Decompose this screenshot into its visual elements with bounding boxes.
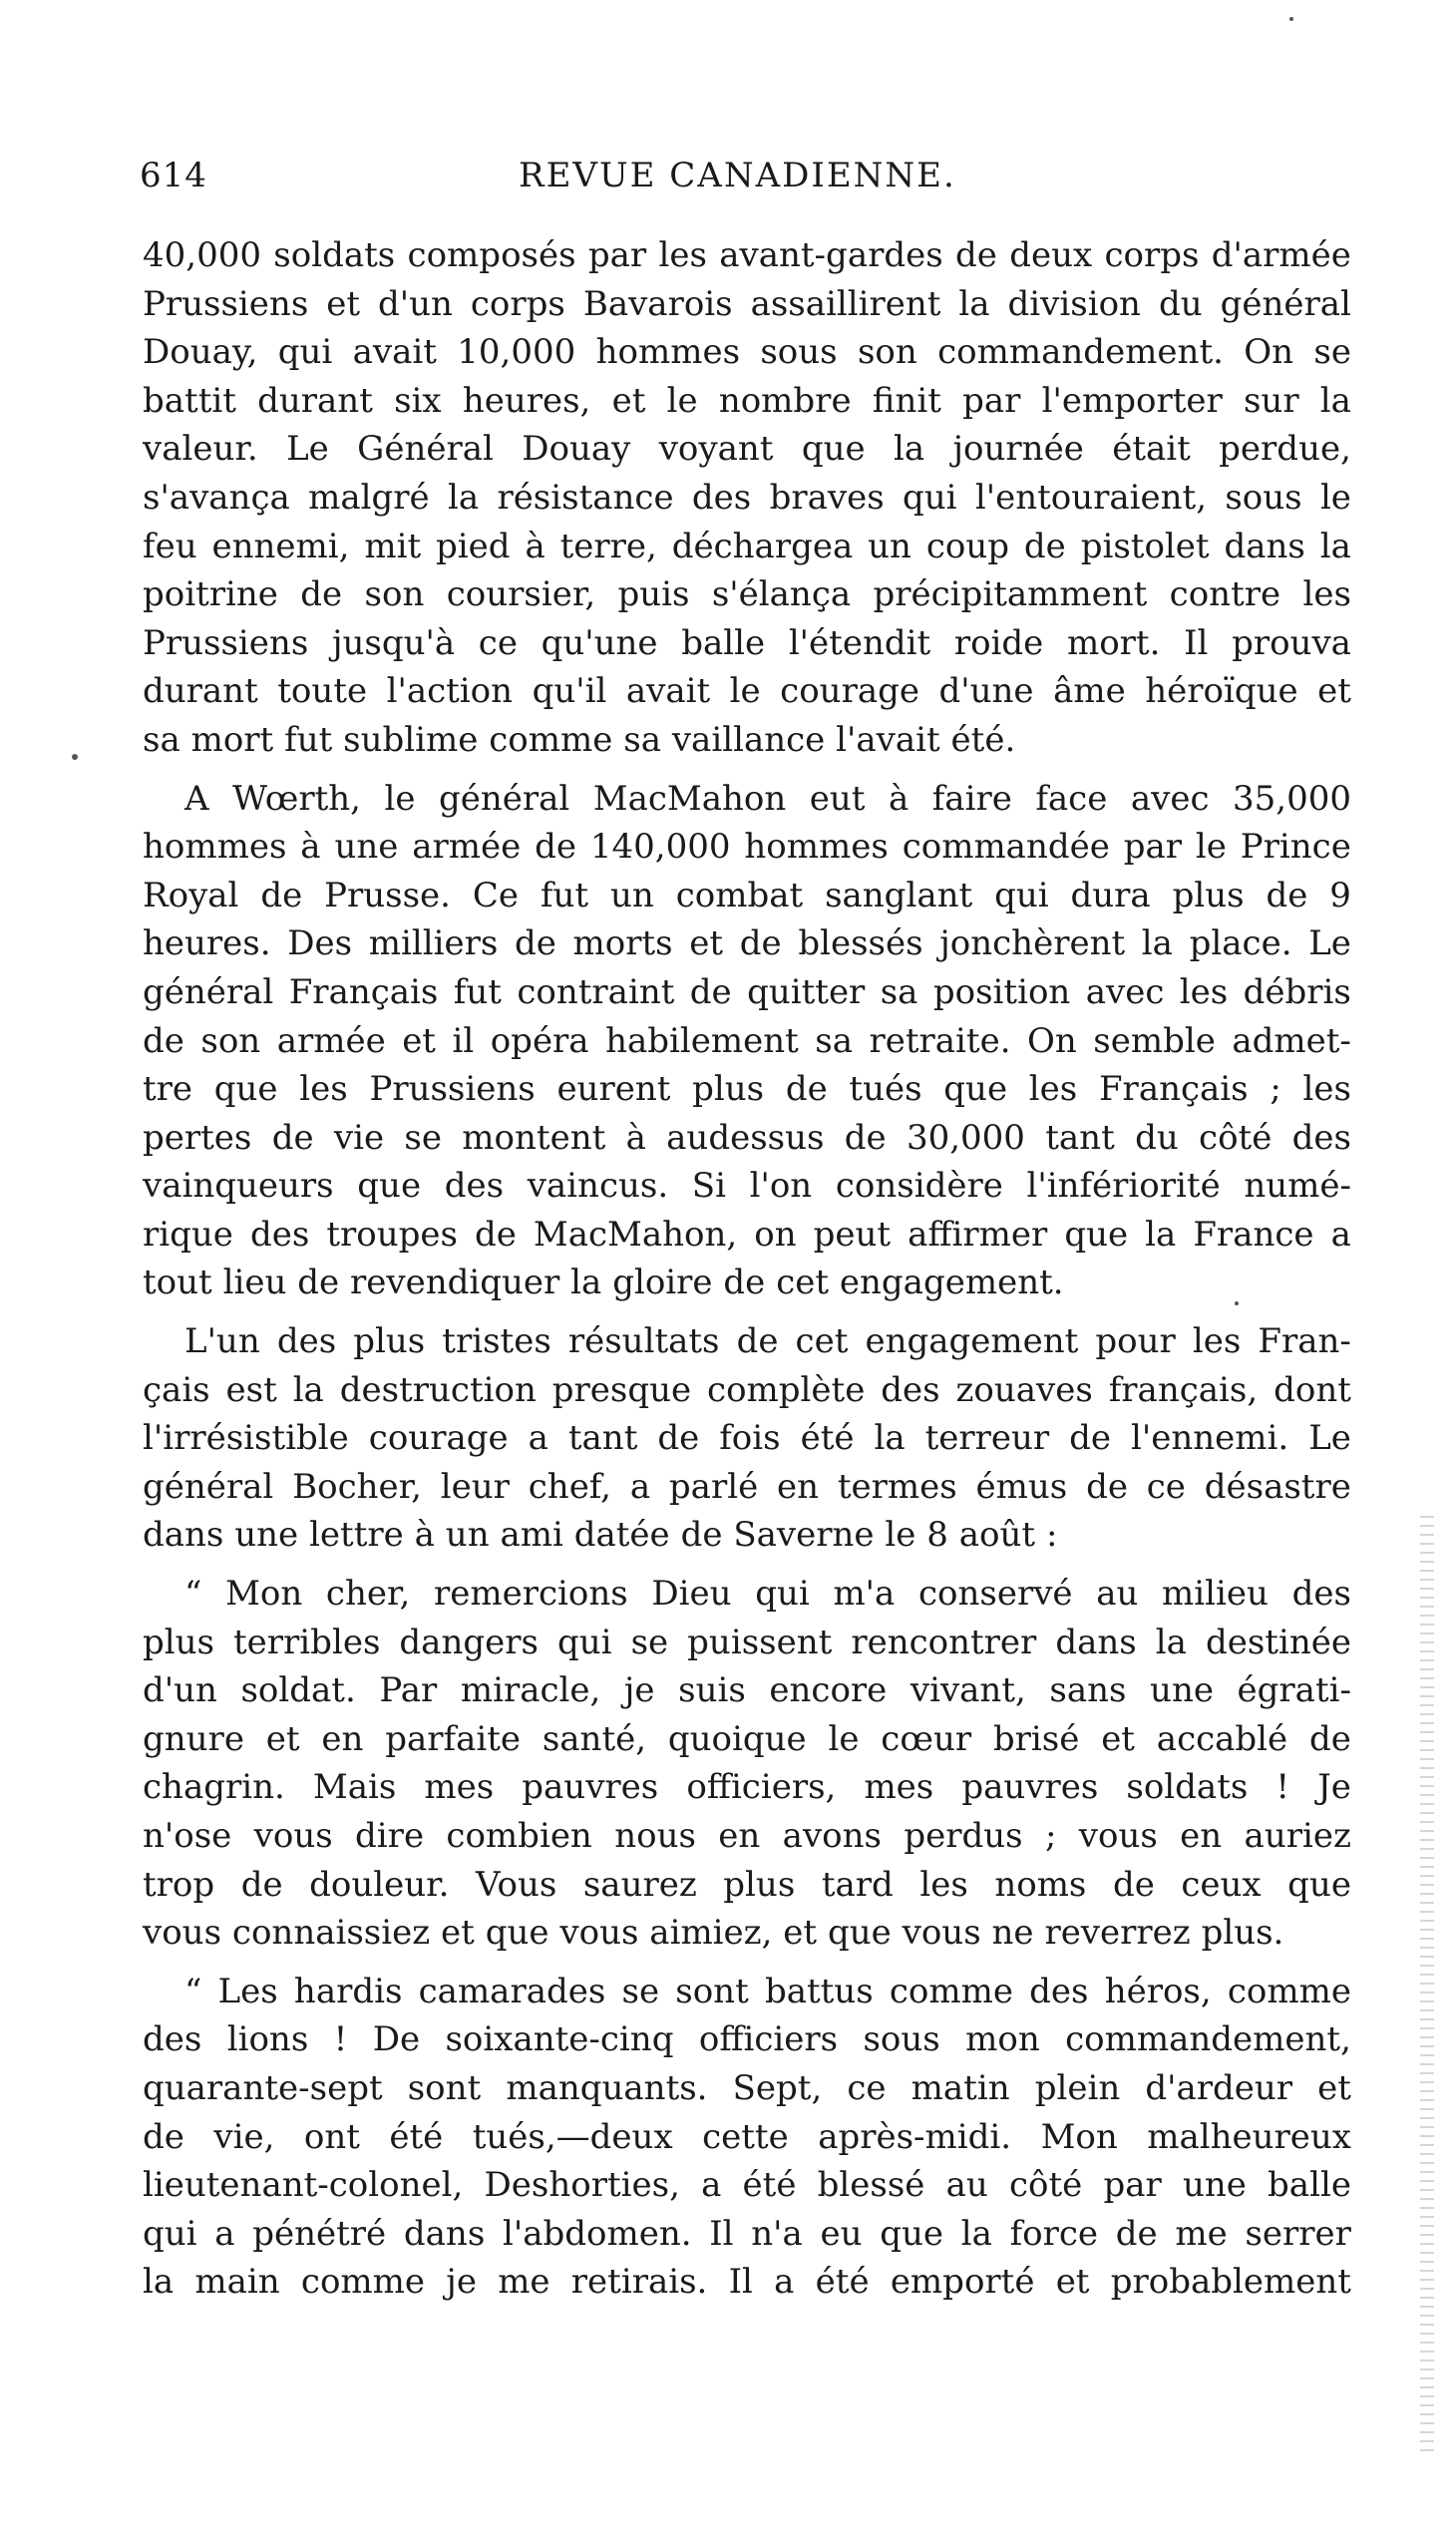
text-line: dans une lettre à un ami datée de Saverne le 8 août : (143, 1515, 1058, 1556)
paper-speck (1235, 1301, 1239, 1305)
text-line: Prussiens et d'un corps Bavarois assaillirent la division du général (143, 283, 1351, 324)
paragraph (143, 1968, 1351, 2307)
text-line: gnure et en parfaite santé, quoique le cœur brisé et accablé de (143, 1718, 1351, 1759)
text-line: l'irrésistible courage a tant de fois été la terreur de l'ennemi. Le (143, 1418, 1351, 1459)
text-line: d'un soldat. Par miracle, je suis encore vivant, sans une égrati- (143, 1670, 1351, 1711)
paragraph (143, 775, 1351, 1308)
text-line: tre que les Prussiens eurent plus de tués que les Français ; les (143, 1069, 1351, 1110)
text-line: Prussiens jusqu'à ce qu'une balle l'étendit roide mort. Il prouva (143, 622, 1351, 663)
text-line: Douay, qui avait 10,000 hommes sous son commandement. On se (143, 332, 1351, 373)
text-line: vous connaissiez et que vous aimiez, et que vous ne reverrez plus. (143, 1913, 1284, 1954)
text-line: vainqueurs que des vaincus. Si l'on considère l'infériorité numé- (143, 1166, 1351, 1207)
text-line: quarante-sept sont manquants. Sept, ce matin plein d'ardeur et (143, 2067, 1351, 2108)
text-line: plus terribles dangers qui se puissent rencontrer dans la destinée (143, 1622, 1351, 1662)
text-line: de son armée et il opéra habilement sa retraite. On semble admet- (143, 1020, 1351, 1061)
text-line: de vie, ont été tués,—deux cette après-midi. Mon malheureux (143, 2116, 1351, 2157)
text-line: rique des troupes de MacMahon, on peut affirmer que la France a (143, 1214, 1351, 1255)
running-title: REVUE CANADIENNE. (519, 156, 956, 195)
text-line: tout lieu de revendiquer la gloire de cet engagement. (143, 1263, 1064, 1303)
page-number: 614 (140, 156, 207, 195)
paragraph-gap (143, 765, 1351, 775)
text-line: pertes de vie se montent à audessus de 30,000 tant du côté des (143, 1117, 1351, 1158)
paragraph (143, 1317, 1351, 1560)
text-line: trop de douleur. Vous saurez plus tard les noms de ceux que (143, 1864, 1351, 1905)
paper-speck (1289, 17, 1293, 21)
text-line: L'un des plus tristes résultats de cet engagement pour les Fran- (184, 1321, 1351, 1362)
text-line: Royal de Prusse. Ce fut un combat sanglant qui dura plus de 9 (143, 875, 1351, 915)
text-line: heures. Des milliers de morts et de blessés jonchèrent la place. Le (143, 923, 1351, 964)
text-line: valeur. Le Général Douay voyant que la journée était perdue, (143, 429, 1351, 470)
text-line: la main comme je me retirais. Il a été emporté et probablement (143, 2262, 1351, 2303)
text-line: qui a pénétré dans l'abdomen. Il n'a eu que la force de me serrer (143, 2213, 1351, 2254)
paper-speck (72, 754, 78, 760)
text-line: “ Les hardis camarades se sont battus comme des héros, comme (184, 1971, 1351, 2011)
paragraph (143, 1570, 1351, 1958)
text-line: général Français fut contraint de quitter sa position avec les débris (143, 971, 1351, 1012)
paragraph (143, 231, 1351, 765)
text-line: hommes à une armée de 140,000 hommes commandée par le Prince (143, 827, 1351, 868)
page-edge-noise (1420, 1516, 1434, 2453)
text-line: des lions ! De soixante-cinq officiers sous mon commandement, (143, 2019, 1351, 2060)
text-line: chagrin. Mais mes pauvres officiers, mes pauvres soldats ! Je (143, 1767, 1351, 1808)
text-line: A Wœrth, le général MacMahon eut à faire face avec 35,000 (184, 778, 1351, 819)
body-text (143, 231, 1351, 2307)
text-line: lieutenant-colonel, Deshorties, a été blessé au côté par une balle (143, 2165, 1351, 2206)
text-line: n'ose vous dire combien nous en avons perdus ; vous en auriez (143, 1816, 1351, 1856)
text-line: battit durant six heures, et le nombre finit par l'emporter sur la (143, 380, 1351, 421)
text-line: feu ennemi, mit pied à terre, déchargea un coup de pistolet dans la (143, 526, 1351, 566)
page-header (140, 156, 1336, 205)
paragraph-gap (143, 1958, 1351, 1968)
text-line: général Bocher, leur chef, a parlé en termes émus de ce désastre (143, 1466, 1351, 1507)
paragraph-gap (143, 1560, 1351, 1570)
text-line: s'avança malgré la résistance des braves qui l'entouraient, sous le (143, 477, 1351, 518)
text-line: poitrine de son coursier, puis s'élança précipitamment contre les (143, 574, 1351, 615)
text-line: “ Mon cher, remercions Dieu qui m'a conservé au milieu des (184, 1574, 1351, 1615)
text-line: durant toute l'action qu'il avait le courage d'une âme héroïque et (143, 671, 1351, 712)
text-line: sa mort fut sublime comme sa vaillance l'avait été. (143, 719, 1016, 760)
text-line: çais est la destruction presque complète des zouaves français, dont (143, 1369, 1351, 1410)
paragraph-gap (143, 1307, 1351, 1317)
text-line: 40,000 soldats composés par les avant-gardes de deux corps d'armée (143, 235, 1351, 275)
